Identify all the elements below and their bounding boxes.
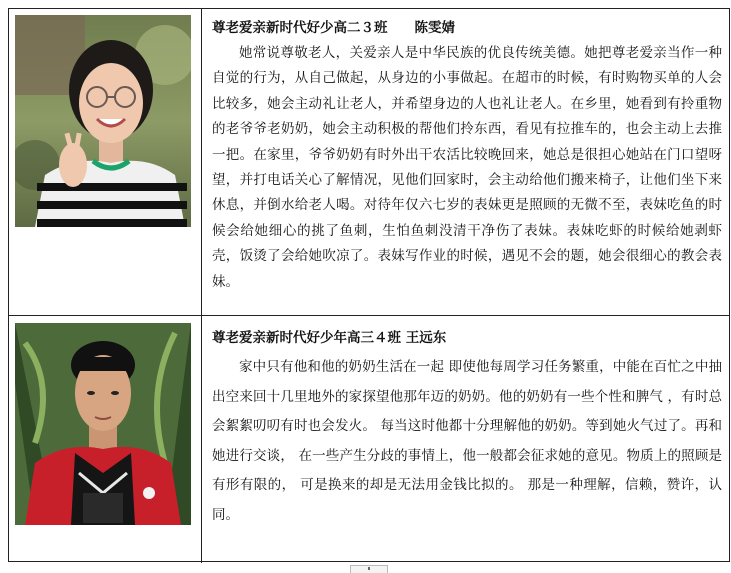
text-cell [202, 315, 729, 563]
entry-title: 尊老爱亲新时代好少年高三４班 王远东 [212, 330, 447, 346]
table-row [9, 9, 729, 316]
document-table [8, 8, 730, 562]
entry-body: 她常说尊敬老人，关爱亲人是中华民族的优良传统美德。她把尊老爱亲当作一种自觉的行为，从自己做起，从身边的小事做起。在超市的时候，有时购物买单的人会比较多，她会主动礼让老人，并希望身边的人也礼让老人。在乡里，她看到有拎重物的老爷爷老奶奶，她会主动积极的帮他们拎东西，看见有拉推车的，也会主动上去推一把。在家里，爷爷奶奶有时外出干农活比较晚回来，她总是很担心她站在门口望呀望，并打电话关心了解情况，见他们回家时，会主动给他们搬来椅子，让他们坐下来休息，并倒水给老人喝。对待年仅六七岁的表妹更是照顾的无微不至，表妹吃鱼的时候会给她细心的挑了鱼刺，生怕鱼刺没清干净伤了表妹。表妹吃虾的时候给她剥虾壳，饭烫了会给她吹凉了。表妹写作业的时候，遇见不会的题，她会很细心的教会表妹。 [212, 45, 722, 290]
student-boy-photo [15, 323, 191, 525]
entry-body: 家中只有他和他的奶奶生活在一起 即使他每周学习任务繁重，中能在百忙之中抽出空来回十几里地外的家探望他那年迈的奶奶。他的奶奶有一些个性和脾气 ，有时总会絮絮叨叨有时也会发火。 每当这时他都十分理解他的奶奶。等到她火气过了。再和她进行交谈， 在一些产生分歧的事情上，他一般都会征求她的意见。物质上的照顾是有形有限的， 可是换来的却是无法用金钱比拟的。 那是一种理解，信赖，赞许，认同。 [212, 359, 722, 523]
table-row [9, 315, 729, 563]
photo-cell [9, 315, 202, 563]
photo-cell [9, 9, 202, 315]
entry-title: 尊老爱亲新时代好少高二３班 陈雯婧 [212, 20, 455, 36]
student-girl-photo [15, 15, 191, 227]
cursor-mark [368, 567, 370, 570]
text-cell [202, 9, 729, 315]
